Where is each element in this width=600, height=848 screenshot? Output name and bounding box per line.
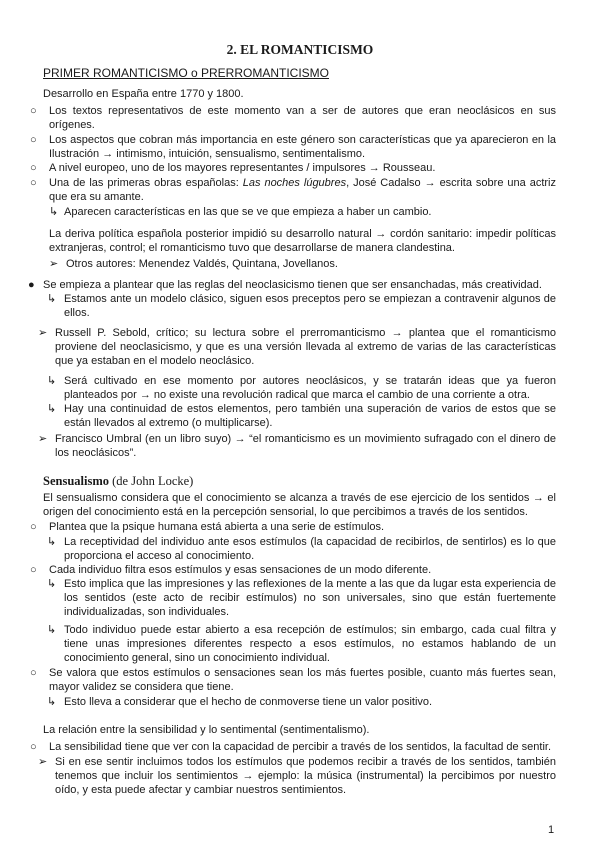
page-title: 2. EL ROMANTICISMO [226,42,374,57]
circle-bullet-icon: ○ [30,667,37,679]
list-item: Russell P. Sebold, crítico; su lectura sobre el prerromanticismo → plantea que el romanticismo proviene del neoclasicismo, y que es una versión llevada al extremo de varias de las características que ya estaban en el modelo neoclásico. [55,327,556,368]
circle-bullet-icon: ○ [30,134,37,146]
circle-bullet-icon: ○ [30,521,37,533]
arrowhead-bullet-icon: ➢ [49,258,59,270]
list-item: Esto implica que las impresiones y las reflexiones de la mente a las que da lugar esta experiencia de los sentidos (este acto de recibir estímulos) no son universales, sino que están fuertemente individualizadas, son individuales. [64,578,556,619]
list-item: A nivel europeo, uno de los mayores representantes / impulsores → Rousseau. [49,162,436,174]
circle-bullet-icon: ○ [30,162,37,174]
return-arrow-icon: ↳ [47,696,57,708]
list-item-text: Una de las primeras obras españolas: [49,177,243,189]
list-item: Será cultivado en ese momento por autores neoclásicos, y se tratarán ideas que ya fueron planteados por → no existe una revolución radical que marca el cambio de una corriente a otra. [64,375,556,402]
section-heading-bold: Sensualismo [43,474,109,488]
return-arrow-icon: ↳ [47,293,57,305]
circle-bullet-icon: ○ [30,177,37,189]
arrowhead-bullet-icon: ➢ [38,756,48,768]
list-item: Esto lleva a considerar que el hecho de conmoverse tiene un valor positivo. [64,696,433,708]
book-title: Las noches lúgubres [242,177,347,189]
paragraph: Desarrollo en España entre 1770 y 1800. [43,88,244,100]
list-item: Cada individuo filtra esos estímulos y esas sensaciones de un modo diferente. [49,564,432,576]
circle-bullet-icon: ○ [30,741,37,753]
list-item: Hay una continuidad de estos elementos, pero también una superación de varios de estos que se están llevados al extremo (o multiplicarse). [64,403,556,430]
list-item: La receptividad del individuo ante esos estímulos (la capacidad de recibirlos, de sentirlos) es lo que proporciona el acceso al conocimiento. [64,536,556,563]
paragraph: La deriva política española posterior impidió su desarrollo natural → cordón sanitario: impedir políticas extranjeras, control; el romanticismo tuvo que desarrollarse de manera clandestina. [49,228,556,255]
return-arrow-icon: ↳ [47,578,57,590]
return-arrow-icon: ↳ [47,536,57,548]
return-arrow-icon: ↳ [47,624,57,636]
list-item: Todo individuo puede estar abierto a esa recepción de estímulos; sin embargo, cada cual filtra y tiene unas impresiones diferentes respecto a esos estímulos, no estamos hablando de un conocimiento general, sino un conocimiento individual. [64,624,556,665]
section-heading-note: (de John Locke) [109,474,194,488]
filled-bullet-icon: ● [28,279,35,291]
paragraph: El sensualismo considera que el conocimiento se alcanza a través de ese ejercicio de los sentidos → el origen del conocimiento está en la percepción sensorial, lo que percibimos a través de los sentidos. [43,492,556,519]
list-item: Si en ese sentir incluimos todos los estímulos que podemos recibir a través de los sentidos, también tenemos que incluir los sentimientos → ejemplo: la música (instrumental) la percibimos por nuestro oído, y esta puede afectar y cambiar nuestros sentimientos. [55,756,556,797]
list-item: Plantea que la psique humana está abierta a una serie de estímulos. [49,521,385,533]
circle-bullet-icon: ○ [30,564,37,576]
list-item-text: , José Cadalso → escrita sobre una actriz que era su amante. [49,177,556,204]
list-item: La sensibilidad tiene que ver con la capacidad de percibir a través de los sentidos, la facultad de sentir. [49,741,552,753]
list-item [49,176,556,204]
list-item: Los aspectos que cobran más importancia en este género son características que ya aparecieron en la Ilustración → intimismo, intuición, sensualismo, sentimentalismo. [49,134,556,161]
circle-bullet-icon: ○ [30,105,37,117]
section-subtitle: PRIMER ROMANTICISMO o PRERROMANTICISMO [43,66,330,80]
arrowhead-bullet-icon: ➢ [38,327,48,339]
list-item: Los textos representativos de este momento van a ser de autores que eran neoclásicos en sus orígenes. [49,105,556,132]
list-item: Francisco Umbral (en un libro suyo) → “el romanticismo es un movimiento sufragado con el dinero de los neoclásicos”. [55,433,556,460]
return-arrow-icon: ↳ [49,206,59,218]
list-item: Se valora que estos estímulos o sensaciones sean los más fuertes posible, cuanto más fuertes sean, mayor validez se considera que tiene. [49,667,556,694]
list-item: Se empieza a plantear que las reglas del neoclasicismo tienen que ser ensanchadas, más creatividad. [43,279,542,291]
list-item: Estamos ante un modelo clásico, siguen esos preceptos pero se empiezan a contravenir algunos de ellos. [64,293,556,320]
return-arrow-icon: ↳ [47,403,57,415]
page-number: 1 [548,824,555,836]
list-item: Otros autores: Menendez Valdés, Quintana, Jovellanos. [66,258,338,270]
paragraph: La relación entre la sensibilidad y lo sentimental (sentimentalismo). [43,724,370,736]
section-heading [43,474,193,489]
list-item: Aparecen características en las que se ve que empieza a haber un cambio. [64,206,432,218]
arrowhead-bullet-icon: ➢ [38,433,48,445]
return-arrow-icon: ↳ [47,375,57,387]
